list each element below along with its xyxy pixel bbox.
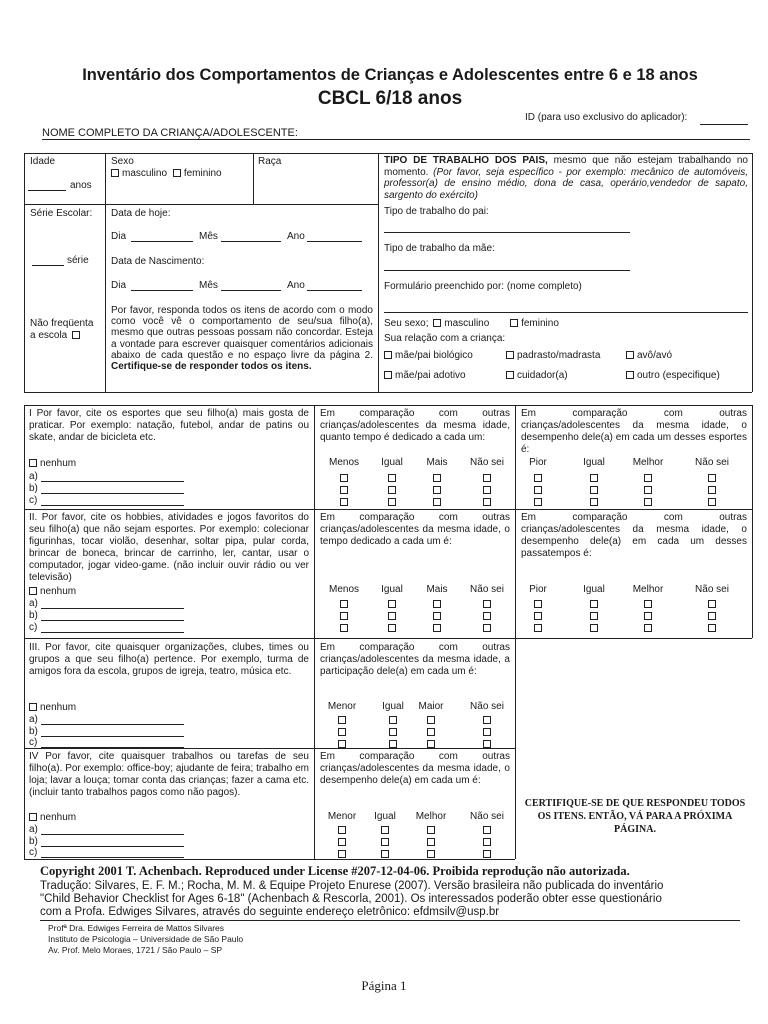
today-day-label: Dia bbox=[111, 231, 127, 242]
relationship-option-label: padrasto/madrasta bbox=[517, 350, 601, 361]
father-work-label: Tipo de trabalho do pai: bbox=[384, 206, 489, 217]
relationship-option[interactable] bbox=[626, 370, 720, 382]
id-field-line[interactable] bbox=[700, 124, 748, 125]
rating-checkbox[interactable] bbox=[338, 716, 346, 724]
item-label: a) bbox=[29, 714, 38, 725]
rating-checkbox[interactable] bbox=[483, 838, 491, 846]
rating-checkbox[interactable] bbox=[340, 486, 348, 494]
rating-checkbox[interactable] bbox=[483, 486, 491, 494]
rating-column-header: Igual bbox=[583, 457, 605, 468]
section-3-question: III. Por favor, cite quaisquer organizações, clubes, times ou grupos a que seu filho(a) pertence. Por exemplo, turma de amigos fora da escola, grupos de igreja, teatro, música etc. bbox=[29, 642, 309, 677]
rating-checkbox[interactable] bbox=[433, 600, 441, 608]
item-input[interactable] bbox=[41, 620, 184, 621]
rating-checkbox[interactable] bbox=[590, 486, 598, 494]
relationship-option[interactable] bbox=[384, 350, 473, 362]
item-input[interactable] bbox=[41, 747, 184, 748]
relationship-checkbox[interactable] bbox=[506, 371, 514, 379]
rating-column-header: Menor bbox=[327, 811, 357, 822]
sex-female-checkbox[interactable] bbox=[173, 169, 181, 177]
your-sex-male-label: masculino bbox=[444, 318, 490, 329]
your-sex-female-label: feminino bbox=[521, 318, 559, 329]
rating-checkbox[interactable] bbox=[483, 474, 491, 482]
relationship-checkbox[interactable] bbox=[626, 351, 634, 359]
parents-work-example: (Por favor, seja específico - por exemplo: mecânico de automóveis, professor(a) de ensino médio, dona de casa, operário,vendedor de sapato, sargento do exército) bbox=[384, 166, 749, 201]
rating-checkbox[interactable] bbox=[381, 838, 389, 846]
relationship-checkbox[interactable] bbox=[506, 351, 514, 359]
birth-year-input[interactable] bbox=[307, 290, 362, 291]
rating-checkbox[interactable] bbox=[427, 740, 435, 748]
parents-work-subtitle: mesmo que não estejam trabalhando no momento. bbox=[384, 155, 748, 178]
instructions-text: Por favor, responda todos os itens de acordo com o modo como você vê o comportamento de seu/sua filho(a), mesmo que outras pessoas possam não concordar. Esteja a vontade para escrever quaisquer comentários adicionais abaixo de cada questão e no espaço livre da página 2. bbox=[111, 305, 373, 361]
page-number: Página 1 bbox=[361, 978, 407, 993]
birth-year-label: Ano bbox=[287, 280, 305, 291]
rating-checkbox[interactable] bbox=[433, 498, 441, 506]
rating-checkbox[interactable] bbox=[338, 740, 346, 748]
rating-column-header: Não sei bbox=[470, 457, 504, 468]
none-checkbox[interactable] bbox=[29, 813, 37, 821]
rating-checkbox[interactable] bbox=[534, 600, 542, 608]
birth-month-label: Mês bbox=[199, 280, 218, 291]
item-label: c) bbox=[29, 737, 38, 748]
item-input[interactable] bbox=[41, 505, 184, 506]
rating-checkbox[interactable] bbox=[483, 740, 491, 748]
rating-checkbox[interactable] bbox=[483, 612, 491, 620]
age-input[interactable] bbox=[28, 190, 66, 191]
rating-checkbox[interactable] bbox=[644, 474, 652, 482]
item-label: b) bbox=[29, 610, 38, 621]
rating-checkbox[interactable] bbox=[340, 612, 348, 620]
rating-checkbox[interactable] bbox=[708, 612, 716, 620]
rating-column-header: Melhor bbox=[415, 811, 447, 822]
rating-checkbox[interactable] bbox=[427, 838, 435, 846]
section-2-performance-question: Em comparação com outras crianças/adolescentes da mesma idade, o desempenho dele(a) em cada um desses passatempos é: bbox=[521, 512, 747, 559]
item-label: b) bbox=[29, 836, 38, 847]
rating-column-header: Melhor bbox=[632, 457, 664, 468]
rating-checkbox[interactable] bbox=[340, 498, 348, 506]
rating-checkbox[interactable] bbox=[483, 600, 491, 608]
section-4-performance-question: Em comparação com outras crianças/adolescentes da mesma idade, o desempenho dele(a) em cada um é: bbox=[320, 751, 510, 786]
rating-checkbox[interactable] bbox=[483, 850, 491, 858]
today-month-input[interactable] bbox=[221, 241, 281, 242]
rating-checkbox[interactable] bbox=[590, 498, 598, 506]
section-1-time-question: Em comparação com outras crianças/adolescentes da mesma idade, quanto tempo é dedicado a cada um: bbox=[320, 408, 510, 443]
relationship-option-label: outro (especifique) bbox=[637, 370, 720, 381]
none-checkbox[interactable] bbox=[29, 459, 37, 467]
rating-checkbox[interactable] bbox=[644, 498, 652, 506]
rating-checkbox[interactable] bbox=[433, 474, 441, 482]
rating-column-header: Mais bbox=[426, 457, 448, 468]
none-label: nenhum bbox=[40, 586, 77, 597]
address-line-1: Profª Dra. Edwiges Ferreira de Mattos Silvares bbox=[48, 923, 225, 933]
item-label: a) bbox=[29, 598, 38, 609]
rating-column-header: Não sei bbox=[695, 584, 729, 595]
rating-checkbox[interactable] bbox=[644, 600, 652, 608]
rating-checkbox[interactable] bbox=[388, 624, 396, 632]
filled-by-input[interactable] bbox=[384, 312, 748, 313]
years-label: anos bbox=[70, 180, 92, 191]
relationship-checkbox[interactable] bbox=[384, 371, 392, 379]
rating-column-header: Maior bbox=[418, 701, 444, 712]
item-input[interactable] bbox=[41, 481, 184, 482]
today-year-input[interactable] bbox=[307, 241, 362, 242]
birth-date-label: Data de Nascimento: bbox=[111, 256, 205, 267]
rating-checkbox[interactable] bbox=[708, 474, 716, 482]
rating-checkbox[interactable] bbox=[534, 624, 542, 632]
relationship-option-label: mãe/pai adotivo bbox=[395, 370, 466, 381]
parents-work-title: TIPO DE TRABALHO DOS PAIS, bbox=[384, 155, 548, 166]
rating-checkbox[interactable] bbox=[389, 740, 397, 748]
name-field-line[interactable] bbox=[42, 139, 750, 140]
sex-male-checkbox[interactable] bbox=[111, 169, 119, 177]
rating-checkbox[interactable] bbox=[644, 612, 652, 620]
rating-checkbox[interactable] bbox=[433, 486, 441, 494]
school-grade-label: Série Escolar: bbox=[30, 208, 93, 219]
rating-checkbox[interactable] bbox=[340, 474, 348, 482]
item-label: c) bbox=[29, 495, 38, 506]
rating-checkbox[interactable] bbox=[433, 624, 441, 632]
age-label: Idade bbox=[30, 156, 56, 167]
not-in-school-label: Não freqüenta a escola bbox=[30, 318, 94, 341]
rating-column-header: Mais bbox=[426, 584, 448, 595]
birth-month-input[interactable] bbox=[221, 290, 281, 291]
rating-column-header: Igual bbox=[382, 701, 404, 712]
rating-checkbox[interactable] bbox=[708, 486, 716, 494]
your-sex-label: Seu sexo; bbox=[384, 318, 429, 329]
today-day-input[interactable] bbox=[131, 241, 193, 242]
name-field-label: NOME COMPLETO DA CRIANÇA/ADOLESCENTE: bbox=[42, 127, 298, 139]
copyright: Copyright 2001 T. Achenbach. Reproduced under License #207-12-04-06. Proibida reprodução não autorizada. bbox=[40, 864, 630, 878]
birth-day-label: Dia bbox=[111, 280, 127, 291]
item-input[interactable] bbox=[41, 846, 184, 847]
rating-column-header: Não sei bbox=[470, 811, 504, 822]
section-2-time-question: Em comparação com outras crianças/adolescentes da mesma idade, o tempo dedicado a cada um é: bbox=[320, 512, 510, 547]
form-title: Inventário dos Comportamentos de Crianças e Adolescentes entre 6 e 18 anos bbox=[82, 66, 698, 84]
id-field-label: ID (para uso exclusivo do aplicador): bbox=[525, 112, 688, 123]
item-label: a) bbox=[29, 824, 38, 835]
section-2-question: II. Por favor, cite os hobbies, atividades e jogos favoritos do seu filho(a) que não sejam esportes. Por exemplo: colecionar figurinhas, tocar violão, desenhar, soltar pipa, pular corda, brincar de boneca, brincar de carrinho, ler, cantar, usar o computador, jogar video-game. (não incluir ouvir rádio ou ver televisão) bbox=[29, 512, 309, 583]
none-label: nenhum bbox=[40, 702, 77, 713]
none-label: nenhum bbox=[40, 812, 77, 823]
item-label: c) bbox=[29, 622, 38, 633]
rating-column-header: Igual bbox=[374, 811, 396, 822]
relationship-option-label: avô/avó bbox=[637, 350, 673, 361]
item-label: c) bbox=[29, 847, 38, 858]
none-checkbox[interactable] bbox=[29, 587, 37, 595]
rating-checkbox[interactable] bbox=[644, 486, 652, 494]
rating-checkbox[interactable] bbox=[338, 826, 346, 834]
rating-checkbox[interactable] bbox=[381, 850, 389, 858]
rating-checkbox[interactable] bbox=[338, 728, 346, 736]
rating-checkbox[interactable] bbox=[708, 600, 716, 608]
rating-checkbox[interactable] bbox=[389, 728, 397, 736]
rating-checkbox[interactable] bbox=[381, 826, 389, 834]
rating-checkbox[interactable] bbox=[590, 474, 598, 482]
none-label: nenhum bbox=[40, 458, 77, 469]
instructions bbox=[111, 305, 373, 372]
none-checkbox[interactable] bbox=[29, 703, 37, 711]
translation-line-1: Tradução: Silvares, E. F. M.; Rocha, M. M. & Equipe Projeto Enurese (2007). Versão brasileira não publicada do inventário bbox=[40, 880, 664, 892]
rating-checkbox[interactable] bbox=[534, 612, 542, 620]
translation-line-3: com a Profa. Edwiges Silvares, através do seguinte endereço eletrônico: efdmsilv@usp.br bbox=[40, 906, 500, 918]
rating-checkbox[interactable] bbox=[433, 612, 441, 620]
item-input[interactable] bbox=[41, 493, 184, 494]
rating-checkbox[interactable] bbox=[590, 600, 598, 608]
rating-column-header: Igual bbox=[381, 457, 403, 468]
today-year-label: Ano bbox=[287, 231, 305, 242]
rating-checkbox[interactable] bbox=[534, 474, 542, 482]
item-label: b) bbox=[29, 483, 38, 494]
your-sex-female-checkbox[interactable] bbox=[510, 319, 518, 327]
item-label: a) bbox=[29, 471, 38, 482]
not-in-school-checkbox[interactable] bbox=[72, 331, 80, 339]
section-4-question: IV Por favor, cite quaisquer trabalhos ou tarefas de seu filho(a). Por exemplo: office-boy; ajudante de feira; trabalho em loja; lavar a louça; tomar conta das crianças; fazer a cama etc. (incluir tanto trabalhos pagos como não pagos). bbox=[29, 751, 309, 798]
rating-column-header: Igual bbox=[583, 584, 605, 595]
item-input[interactable] bbox=[41, 857, 184, 858]
address-line-2: Instituto de Psicologia – Universidade de São Paulo bbox=[48, 934, 244, 944]
rating-checkbox[interactable] bbox=[483, 624, 491, 632]
rating-checkbox[interactable] bbox=[340, 600, 348, 608]
rating-checkbox[interactable] bbox=[427, 826, 435, 834]
your-sex-male-checkbox[interactable] bbox=[433, 319, 441, 327]
item-input[interactable] bbox=[41, 608, 184, 609]
rating-column-header: Não sei bbox=[470, 584, 504, 595]
rating-column-header: Não sei bbox=[695, 457, 729, 468]
relationship-option-label: cuidador(a) bbox=[517, 370, 568, 381]
rating-checkbox[interactable] bbox=[483, 826, 491, 834]
rating-checkbox[interactable] bbox=[483, 728, 491, 736]
rating-checkbox[interactable] bbox=[388, 474, 396, 482]
rating-checkbox[interactable] bbox=[590, 612, 598, 620]
sex-male-label: masculino bbox=[122, 168, 168, 179]
today-month-label: Mês bbox=[199, 231, 218, 242]
relationship-option[interactable] bbox=[506, 350, 600, 362]
grade-suffix-label: série bbox=[67, 255, 89, 266]
relationship-checkbox[interactable] bbox=[626, 371, 634, 379]
certify-note: CERTIFIQUE-SE DE QUE RESPONDEU TODOS OS ITENS. ENTÃO, VÁ PARA A PRÓXIMA PÁGINA. bbox=[524, 798, 746, 835]
rating-checkbox[interactable] bbox=[338, 838, 346, 846]
form-subtitle: CBCL 6/18 anos bbox=[317, 88, 463, 109]
rating-column-header: Menor bbox=[327, 701, 357, 712]
rating-column-header: Pior bbox=[529, 584, 547, 595]
section-1-performance-question: Em comparação com outras crianças/adolescentes da mesma idade, o desempenho dele(a) em cada um desses esportes é: bbox=[521, 408, 747, 455]
rating-checkbox[interactable] bbox=[590, 624, 598, 632]
item-input[interactable] bbox=[41, 632, 184, 633]
father-work-input[interactable] bbox=[384, 232, 630, 233]
item-label: b) bbox=[29, 726, 38, 737]
rating-column-header: Não sei bbox=[470, 701, 504, 712]
rating-column-header: Igual bbox=[381, 584, 403, 595]
relationship-checkbox[interactable] bbox=[384, 351, 392, 359]
rating-checkbox[interactable] bbox=[644, 624, 652, 632]
relationship-option[interactable] bbox=[384, 370, 466, 382]
rating-checkbox[interactable] bbox=[388, 612, 396, 620]
rating-checkbox[interactable] bbox=[534, 486, 542, 494]
rating-checkbox[interactable] bbox=[389, 716, 397, 724]
relationship-label: Sua relação com a criança: bbox=[384, 333, 506, 344]
rating-checkbox[interactable] bbox=[483, 716, 491, 724]
rating-column-header: Melhor bbox=[632, 584, 664, 595]
rating-checkbox[interactable] bbox=[483, 498, 491, 506]
birth-day-input[interactable] bbox=[131, 290, 193, 291]
your-sex-row bbox=[384, 318, 559, 330]
rating-checkbox[interactable] bbox=[427, 716, 435, 724]
relationship-option-label: mãe/pai biológico bbox=[395, 350, 473, 361]
section-1-question: I Por favor, cite os esportes que seu filho(a) mais gosta de praticar. Por exemplo: natação, futebol, andar de patins ou skate, andar de bicicleta etc. bbox=[29, 408, 309, 443]
mother-work-input[interactable] bbox=[384, 270, 630, 271]
sex-female-label: feminino bbox=[183, 168, 222, 179]
rating-checkbox[interactable] bbox=[427, 850, 435, 858]
rating-checkbox[interactable] bbox=[388, 486, 396, 494]
rating-checkbox[interactable] bbox=[338, 850, 346, 858]
rating-checkbox[interactable] bbox=[388, 498, 396, 506]
item-input[interactable] bbox=[41, 724, 184, 725]
rating-checkbox[interactable] bbox=[388, 600, 396, 608]
rating-column-header: Pior bbox=[529, 457, 547, 468]
rating-checkbox[interactable] bbox=[427, 728, 435, 736]
relationship-option[interactable] bbox=[626, 350, 672, 362]
filled-by-label: Formulário preenchido por: (nome completo) bbox=[384, 281, 582, 292]
today-date-label: Data de hoje: bbox=[111, 208, 171, 219]
section-3-participation-question: Em comparação com outras crianças/adolescentes da mesma idade, a participação dele(a) em cada um é: bbox=[320, 642, 510, 677]
rating-checkbox[interactable] bbox=[340, 624, 348, 632]
race-label: Raça bbox=[258, 156, 282, 167]
instructions-bold: Certifique-se de responder todos os itens. bbox=[111, 361, 312, 373]
parents-work-instructions bbox=[384, 155, 748, 201]
item-input[interactable] bbox=[41, 834, 184, 835]
grade-input[interactable] bbox=[32, 265, 64, 266]
rating-column-header: Menos bbox=[328, 584, 359, 595]
not-in-school bbox=[30, 318, 100, 342]
address-line-3: Av. Prof. Melo Moraes, 1721 / São Paulo – SP bbox=[48, 945, 223, 955]
rating-checkbox[interactable] bbox=[534, 498, 542, 506]
item-input[interactable] bbox=[41, 736, 184, 737]
rating-column-header: Menos bbox=[328, 457, 359, 468]
sex-label: Sexo bbox=[111, 156, 134, 167]
mother-work-label: Tipo de trabalho da mãe: bbox=[384, 243, 495, 254]
rating-checkbox[interactable] bbox=[708, 624, 716, 632]
rating-checkbox[interactable] bbox=[708, 498, 716, 506]
translation-line-2: "Child Behavior Checklist for Ages 6-18" (Achenbach & Rescorla, 2001). Os interessados poderão obter esse questionário bbox=[40, 893, 662, 905]
relationship-option[interactable] bbox=[506, 370, 568, 382]
